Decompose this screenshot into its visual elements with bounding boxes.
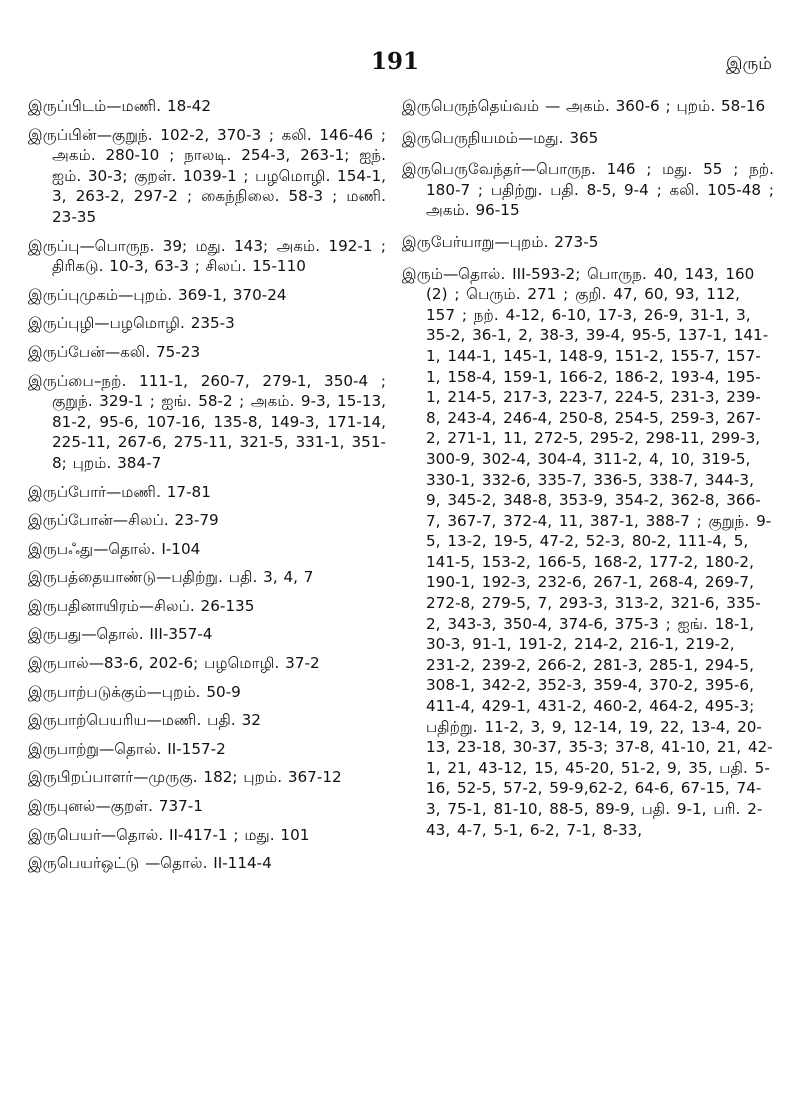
index-entry: இருபால்—83-6, 202-6; பழமொழி. 37-2 [28, 654, 320, 673]
index-entry: இருப்பின்—குறுந். 102-2, 370-3 ; கலி. 146-46 ; அகம். 280-10 ; நாலடி. 254-3, 263-1; ஐந். ஐம். 30-3; குறள். 1039-1 ; பழமொழி. 154-1, 3, 263-2, 297-2 ; கைந்நிலை. 58-3 ; மணி. 23-35 [28, 125, 386, 226]
index-entry: இருபிறப்பாளர்—முருகு. 182; புறம். 367-12 [28, 768, 342, 787]
index-entry: இருபஃது—தொல். I-104 [28, 539, 201, 558]
page-header [0, 0, 800, 80]
index-entry: இருப்புழி—பழமொழி. 235-3 [28, 314, 235, 333]
index-entry: இருப்புமுகம்—புறம். 369-1, 370-24 [28, 285, 287, 304]
index-entry: இருப்போர்—மணி. 17-81 [28, 482, 211, 501]
index-entry: இருபாற்பெயரிய—மணி. பதி. 32 [28, 711, 261, 730]
index-entry: இரும்—தொல். III-593-2; பொருந. 40, 143, 160 (2) ; பெரும். 271 ; குறி. 47, 60, 93, 112, 157 ; நற். 4-12, 6-10, 17-3, 26-9, 31-1, 3, 35-2, 36-1, 2, 38-3, 39-4, 95-5, 137-1, 141-1, 144-1, 145-1, 148-9, 151-2, 155-7, 157-1, 158-4, 159-1, 166-2, 186-2, 193-4, 195-1, 214-5, 217-3, 223-7, 224-5, 231-3, 239-8, 243-4, 246-4, 250-8, 254-5, 259-3, 267-2, 271-1, 11, 272-5, 295-2, 298-11, 299-3, 300-9, 302-4, 304-4, 311-2, 4, 10, 319-5, 330-1, 332-6, 335-7, 336-5, 338-7, 344-3, 9, 345-2, 348-8, 353-9, 354-2, 362-8, 366-7, 367-7, 372-4, 11, 387-1, 388-7 ; குறுந். 9-5, 13-2, 19-5, 47-2, 52-3, 80-2, 111-4, 5, 141-5, 153-2, 166-5, 168-2, 177-2, 180-2, 190-1, 192-3, 232-6, 267-1, 268-4, 269-7, 272-8, 279-5, 7, 293-3, 313-2, 321-6, 335-2, 343-3, 350-4, 374-6, 375-3 ; ஐங். 18-1, 30-3, 91-1, 191-2, 214-2, 216-1, 219-2, 231-2, 239-2, 266-2, 281-3, 285-1, 294-5, 308-1, 342-2, 352-3, 359-4, 370-2, 395-6, 411-4, 429-1, 431-2, 460-2, 464-2, 495-3; பதிற்று. 11-2, 3, 9, 12-14, 19, 22, 13-4, 20-13, 23-18, 30-37, 35-3; 37-8, 41-10, 21, 42-1, 21, 43-12, 15, 45-20, 51-2, 9, 35, பதி. 5-16, 52-5, 57-2, 59-9,62-2, 64-6, 67-15, 74-3, 75-1, 81-10, 88-5, 89-9, பதி. 9-1, பரி. 2-43, 4-7, 5-1, 6-2, 7-1, 8-33, [402, 264, 773, 839]
index-entry: இருப்போன்—சிலப். 23-79 [28, 511, 219, 530]
index-entry: இருபெருந்தெய்வம் — அகம். 360-6 ; புறம். 58-16 [402, 97, 766, 115]
index-entry: இருப்பை–நற். 111-1, 260-7, 279-1, 350-4 ; குறுந். 329-1 ; ஐங். 58-2 ; அகம். 9-3, 15-13, 81-2, 95-6, 107-16, 135-8, 149-3, 171-14, 225-11, 267-6, 275-11, 321-5, 331-1, 351-8; புறம். 384-7 [28, 371, 386, 472]
index-entry: இருபது—தொல். III-357-4 [28, 625, 213, 644]
index-entry: இருபாற்று—தொல். II-157-2 [28, 739, 226, 758]
index-entry: இருபதினாயிரம்—சிலப். 26-135 [28, 596, 255, 615]
index-entry: இருபேர்யாறு—புறம். 273-5 [402, 232, 599, 251]
right-column [402, 96, 774, 840]
index-entry: இருபுனல்—குறள். 737-1 [28, 797, 203, 816]
index-entry: இருபெருவேந்தர்—பொருந. 146 ; மது. 55 ; நற். 180-7 ; பதிற்று. பதி. 8-5, 9-4 ; கலி. 105-48 ; அகம். 96-15 [402, 160, 774, 220]
index-entry: இருபெருநியமம்—மது. 365 [402, 128, 599, 147]
left-column [28, 96, 386, 882]
index-entry: இருபாற்படுக்கும்—புறம். 50-9 [28, 682, 241, 701]
index-entry: இருப்பேன்—கலி. 75-23 [28, 342, 201, 361]
page-number: 191 [370, 48, 419, 75]
index-entry: இருபெயர்—தொல். II-417-1 ; மது. 101 [28, 825, 310, 844]
index-entry: இருப்பு—பொருந. 39; மது. 143; அகம். 192-1 ; திரிகடு. 10-3, 63-3 ; சிலப். 15-110 [28, 236, 386, 276]
running-head: இரும் [726, 54, 772, 74]
index-entry: இருபத்தையாண்டு—பதிற்று. பதி. 3, 4, 7 [28, 568, 314, 587]
index-entry: இருப்பிடம்—மணி. 18-42 [28, 97, 212, 115]
index-entry: இருபெயர்ஒட்டு —தொல். II-114-4 [28, 854, 272, 873]
